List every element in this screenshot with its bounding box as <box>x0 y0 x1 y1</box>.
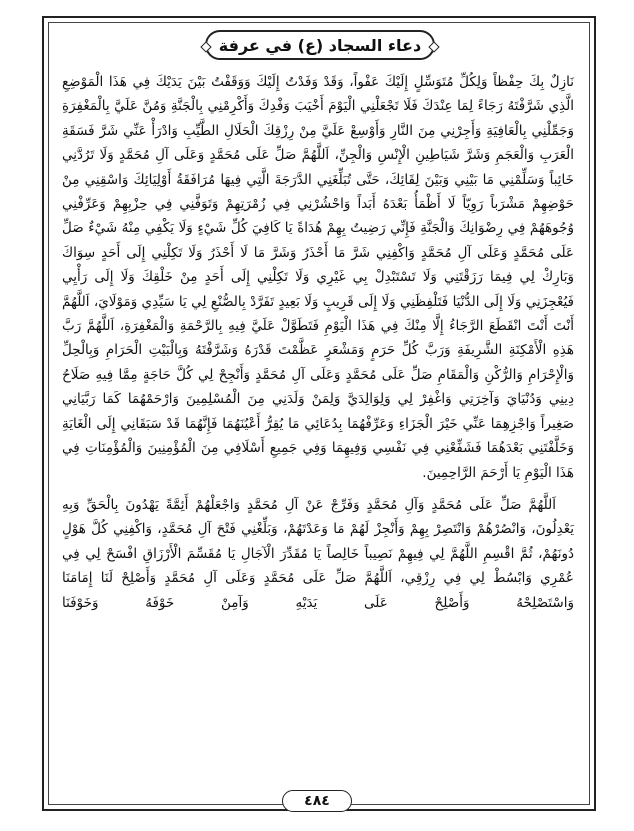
page-number: ٤٨٤ <box>282 790 352 812</box>
prayer-text-block <box>62 70 574 615</box>
page-title: دعاء السجاد (ع) في عرفة <box>218 35 422 55</box>
prayer-paragraph-2: اَللَّهُمَّ صَلِّ عَلَى مُحَمَّدٍ وَآلِ مُحَمَّدٍ وَفَرِّجْ عَنْ آلِ مُحَمَّدٍ وَاجْعَلْهُمْ أَئِمَّةً يَهْدُونَ بِالْحَقِّ وَبِهِ يَعْدِلُونَ، وَانْصُرْهُمْ وَانْتَصِرْ بِهِمْ وَأَنْجِزْ لَهُمْ مَا وَعَدْتَهُمْ، وَبَلِّغْنِي فَتْحَ آلِ مُحَمَّدٍ، وَاكْفِنِي كُلَّ هَوْلٍ دُونَهُمْ، ثُمَّ اقْسِمِ اللَّهُمَّ لِي فِيهِمْ نَصِيباً خَالِصاً يَا مُقَدِّرَ الْآجَالِ يَا مُقَسِّمَ الْأَرْزَاقِ افْسَحْ لِي فِي عُمْرِي وَابْسُطْ لِي فِي رِزْقِي، اَللَّهُمَّ صَلِّ عَلَى مُحَمَّدٍ وَعَلَى آلِ مُحَمَّدٍ وَأَصْلِحْ لَنَا إِمَامَنَا وَاسْتَصْلِحْهُ وَأَصْلِحْ عَلَى يَدَيْهِ وَآمِنْ خَوْفَهُ وَخَوْفَنَا <box>62 496 574 611</box>
prayer-paragraph-1: نَازِلٌ بِكَ حِفْظاً وَلِكُلِّ مُتَوَسِّلٍ إِلَيْكَ عَفْواً، وَقَدْ وَفَدْتُ إِلَيْكَ وَوَقَفْتُ بَيْنَ يَدَيْكَ فِي هَذَا الْمَوْضِعِ الَّذِي شَرَّفْتَهُ رَجَاءً لِمَا عِنْدَكَ فَلَا تَجْعَلْنِي الْيَوْمَ أَخْيَبَ وَفْدِكَ وَأَكْرِمْنِي بِالْجَنَّةِ وَمُنَّ عَلَيَّ بِالْمَغْفِرَةِ وَجَمِّلْنِي بِالْعَافِيَةِ وَأَجِرْنِي مِنَ النَّارِ وَأَوْسِعْ عَلَيَّ مِنْ رِزْقِكَ الْحَلَالِ الطَّيِّبِ وَادْرَأْ عَنِّي شَرَّ فَسَقَةِ الْعَرَبِ وَالْعَجَمِ وَشَرَّ شَيَاطِينِ الْإِنْسِ وَالْجِنِّ، اَللَّهُمَّ صَلِّ عَلَى مُحَمَّدٍ وَعَلَى آلِ مُحَمَّدٍ وَلَا تَرُدَّنِي خَائِباً وَسَلِّمْنِي مَا بَيْنِي وَبَيْنَ لِقَائِكَ، حَتَّى تُبَلِّغَنِي الدَّرَجَةَ الَّتِي فِيهَا مُرَافَقَةُ أَوْلِيَائِكَ وَاسْقِنِي مِنْ حَوْضِهِمْ مَشْرَباً رَوِيّاً لَا أَظْمَأُ بَعْدَهُ أَبَداً وَاحْشُرْنِي فِي زُمْرَتِهِمْ وَتَوَفَّنِي فِي حِزْبِهِمْ وَعَرِّفْنِي وُجُوهَهُمْ فِي رِضْوَانِكَ وَالْجَنَّةِ فَإِنِّي رَضِيتُ بِهِمْ هُدَاةً يَا كَافِيَ كُلِّ شَيْءٍ وَلَا يَكْفِي مِنْهُ شَيْءٌ صَلِّ عَلَى مُحَمَّدٍ وَعَلَى آلِ مُحَمَّدٍ وَاكْفِنِي شَرَّ مَا أَحْذَرُ وَشَرَّ مَا لَا أَحْذَرُ وَلَا تَكِلْنِي إِلَى أَحَدٍ سِوَاكَ وَبَارِكْ لِي فِيمَا رَزَقْتَنِي وَلَا تَسْتَبْدِلْ بِي غَيْرِي وَلَا تَكِلْنِي إِلَى أَحَدٍ مِنْ خَلْقِكَ وَلَا إِلَى رَأْيِي فَيُعْجِزَنِي وَلَا إِلَى الدُّنْيَا فَتَلْفِظَنِي وَلَا إِلَى قَرِيبٍ وَلَا بَعِيدٍ تَفَرَّدْ بِالصُّنْعِ لِي يَا سَيِّدِي وَمَوْلَايَ، اَللَّهُمَّ أَنْتَ أَنْتَ انْقَطَعَ الرَّجَاءُ إِلَّا مِنْكَ فِي هَذَا الْيَوْمِ فَتَطَوَّلْ عَلَيَّ فِيهِ بِالرَّحْمَةِ وَالْمَغْفِرَةِ، اَللَّهُمَّ رَبَّ هَذِهِ الْأَمْكِنَةِ الشَّرِيفَةِ وَرَبَّ كُلِّ حَرَمٍ وَمَشْعَرٍ عَظَّمْتَ قَدْرَهُ وَشَرَّفْتَهُ وَبِالْبَيْتِ الْحَرَامِ وَبِالْحِلِّ وَالْإِحْرَامِ وَالرُّكْنِ وَالْمَقَامِ صَلِّ عَلَى مُحَمَّدٍ وَعَلَى آلِ مُحَمَّدٍ وَأَنْجِحْ لِي كُلَّ حَاجَةٍ مِمَّا فِيهِ صَلَاحُ دِينِي وَدُنْيَايَ وَآخِرَتِي وَاغْفِرْ لِي وَلِوَالِدَيَّ وَلِمَنْ وَلَدَنِي مِنَ الْمُسْلِمِينَ وَارْحَمْهُمَا كَمَا رَبَّيَانِي صَغِيراً وَاجْزِهِمَا عَنِّي خَيْرَ الْجَزَاءِ وَعَرِّفْهُمَا بِدُعَائِي مَا يُقِرُّ أَعْيُنَهُمَا فَإِنَّهُمَا قَدْ سَبَقَانِي إِلَى الْغَايَةِ وَخَلَّفْتَنِي بَعْدَهُمَا فَشَفِّعْنِي فِي نَفْسِي وَفِيهِمَا وَفِي جَمِيعِ أَسْلَافِي مِنَ الْمُؤْمِنِينَ وَالْمُؤْمِنَاتِ فِي هَذَا الْيَوْمِ يَا أَرْحَمَ الرَّاحِمِينَ. <box>62 74 574 481</box>
page-title-cartouche <box>205 30 435 60</box>
